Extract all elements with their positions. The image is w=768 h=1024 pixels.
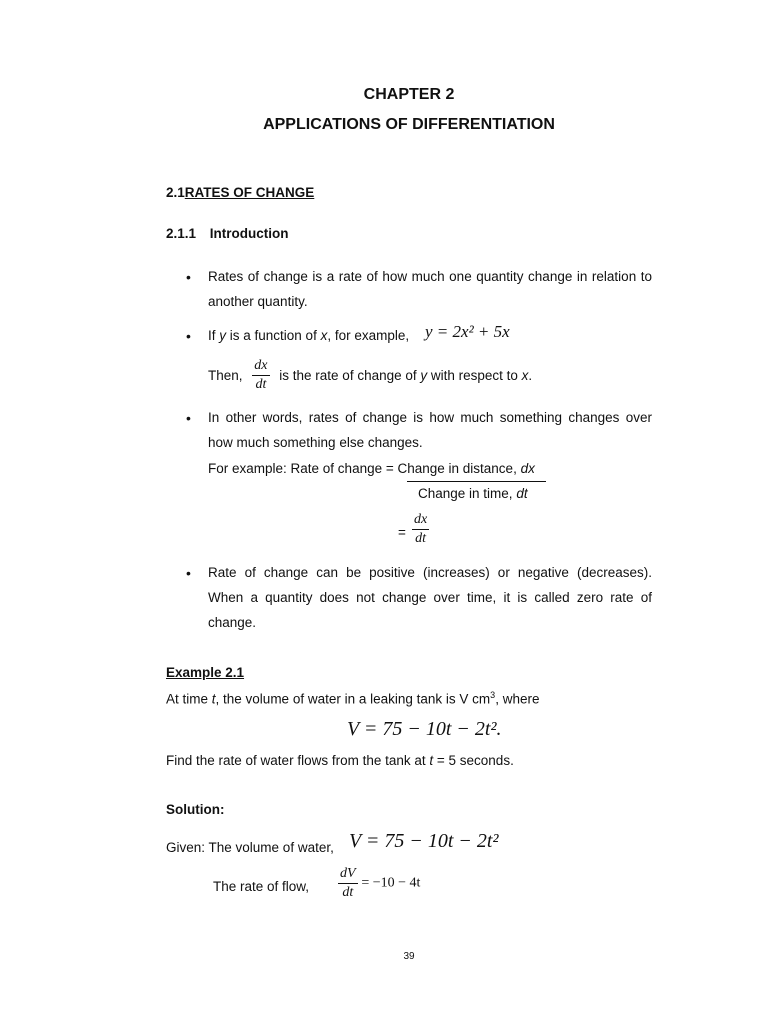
bullet-dot: • <box>186 328 191 344</box>
bullet-2-text: If y is a function of x, for example, <box>208 328 410 343</box>
chapter-title: APPLICATIONS OF DIFFERENTIATION <box>263 116 555 133</box>
fraction-numerator: Change in distance, dx <box>397 461 535 476</box>
page-number: 39 <box>403 951 415 962</box>
rate-formula: $\frac{dV}{dt}$ = −10 − 4t <box>340 866 421 900</box>
section-heading <box>166 185 314 200</box>
rate-of-change-example: For example: Rate of change = Change in distance, dx <box>208 461 535 476</box>
subsection-number: 2.1.1 <box>166 226 197 241</box>
solution-label: Solution: <box>166 802 225 817</box>
subsection-heading <box>166 226 289 241</box>
bullet-3-text: In other words, rates of change is how much something changes over how much something else changes. <box>208 410 652 450</box>
chapter-heading: CHAPTER 2 <box>363 86 455 103</box>
example-question: Find the rate of water flows from the tank at t = 5 seconds. <box>166 753 514 768</box>
bullet-dot: • <box>186 410 191 426</box>
section-number: 2.1 <box>166 185 185 200</box>
fraction-denominator: Change in time, dt <box>418 486 528 501</box>
rate-label: The rate of flow, <box>213 879 310 894</box>
dx-dt-fraction: $\frac{dx}{dt}$ <box>254 358 268 392</box>
section-title: RATES OF CHANGE <box>184 185 315 200</box>
then-line: Then, $\frac{dx}{dt}$ is the rate of change of y with respect to x. <box>208 358 533 392</box>
bullet-1-text: Rates of change is a rate of how much one quantity change in relation to another quantity. <box>208 269 652 309</box>
fraction-bar <box>407 481 546 482</box>
bullet-dot: • <box>186 269 191 285</box>
subsection-title: Introduction <box>209 226 289 241</box>
given-text: Given: The volume of water, <box>166 840 334 855</box>
example-function-formula: y = 2x² + 5x <box>425 322 510 341</box>
dx-dt-fraction-2: $\frac{dx}{dt}$ <box>414 512 428 546</box>
volume-formula: V = 75 − 10t − 2t². <box>347 718 502 740</box>
bullet-dot: • <box>186 565 191 581</box>
example-label: Example 2.1 <box>166 665 245 680</box>
example-statement: At time t, the volume of water in a leaking tank is V $cm^3$, where <box>166 690 540 707</box>
bullet-4-text: Rate of change can be positive (increases) or negative (decreases). When a quantity does not change over time, it is called zero rate of change. <box>208 565 652 630</box>
equals-sign: = <box>398 525 406 540</box>
given-formula: V = 75 − 10t − 2t² <box>349 830 499 852</box>
